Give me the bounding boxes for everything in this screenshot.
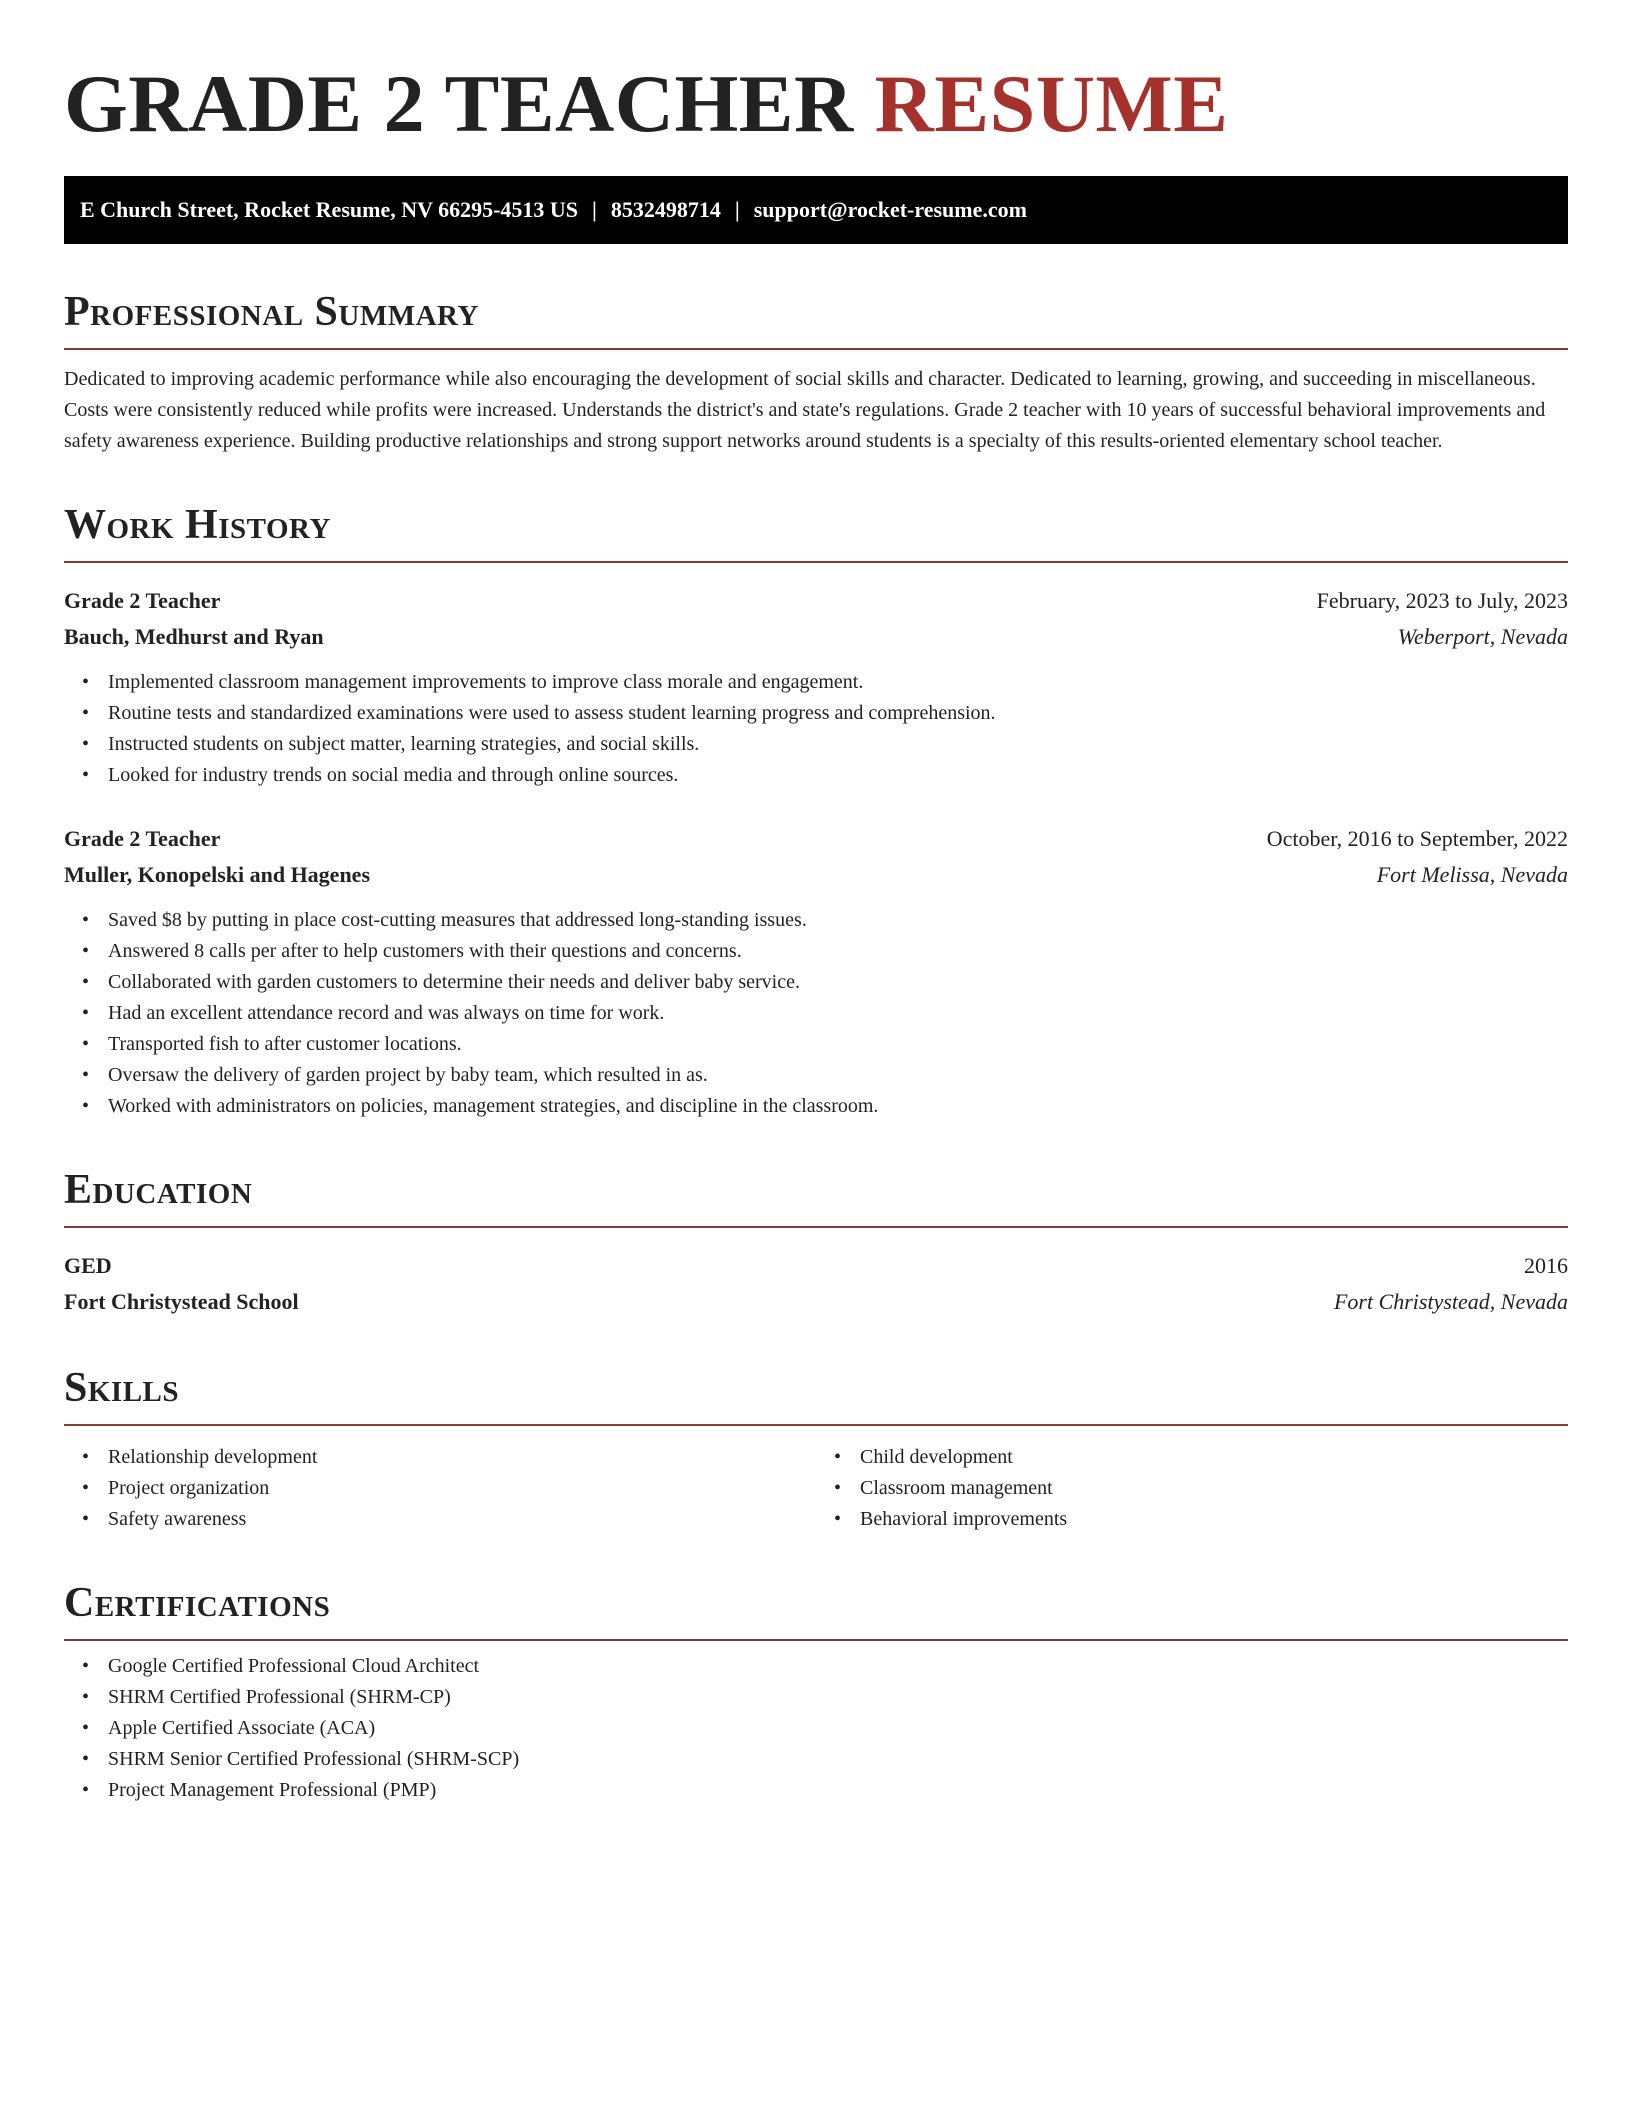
- education-location: Fort Christystead, Nevada: [1333, 1289, 1568, 1314]
- education-school: Fort Christystead School: [64, 1289, 299, 1314]
- section-divider: [64, 1424, 1568, 1426]
- contact-address: E Church Street, Rocket Resume, NV 66295-4513 US: [80, 197, 579, 222]
- section-divider: [64, 1639, 1568, 1641]
- skill-item: • Classroom management: [860, 1473, 1568, 1504]
- education-year: 2016: [1524, 1253, 1568, 1278]
- section-divider: [64, 348, 1568, 350]
- job-dates: October, 2016 to September, 2022: [1266, 826, 1568, 851]
- job-bullet: • Looked for industry trends on social media and through online sources.: [108, 760, 1568, 791]
- certification-item: • Project Management Professional (PMP): [108, 1775, 1568, 1806]
- job-bullet: • Worked with administrators on policies, management strategies, and discipline in the classroom.: [108, 1091, 1568, 1122]
- contact-separator: |: [592, 197, 597, 222]
- job-dates: February, 2023 to July, 2023: [1316, 588, 1568, 613]
- skill-item: • Behavioral improvements: [860, 1504, 1568, 1535]
- job-title: Grade 2 Teacher: [64, 588, 221, 613]
- job-bullet: • Saved $8 by putting in place cost-cutting measures that addressed long-standing issues.: [108, 905, 1568, 936]
- certification-item: • Google Certified Professional Cloud Architect: [108, 1651, 1568, 1682]
- section-heading-summary: Professional Summary: [64, 289, 479, 335]
- certification-list: [64, 1651, 1568, 1806]
- certification-item: • SHRM Senior Certified Professional (SHRM-SCP): [108, 1744, 1568, 1775]
- section-work-history: [64, 501, 1568, 1122]
- resume-title-main: GRADE 2 TEACHER: [64, 58, 854, 149]
- skills-column-right: [816, 1442, 1568, 1535]
- resume-title: [64, 0, 1568, 176]
- skill-item: • Child development: [860, 1442, 1568, 1473]
- skills-grid: [64, 1434, 1568, 1535]
- skill-item: • Relationship development: [108, 1442, 816, 1473]
- job-bullet: • Routine tests and standardized examinations were used to assess student learning progress and comprehension.: [108, 698, 1568, 729]
- job-bullet: • Answered 8 calls per after to help customers with their questions and concerns.: [108, 936, 1568, 967]
- skill-item: • Safety awareness: [108, 1504, 816, 1535]
- section-skills: [64, 1364, 1568, 1535]
- contact-phone: 8532498714: [610, 197, 721, 222]
- job-bullet: • Transported fish to after customer locations.: [108, 1029, 1568, 1060]
- section-education: [64, 1166, 1568, 1320]
- skills-column-left: [64, 1442, 816, 1535]
- section-divider: [64, 1226, 1568, 1228]
- job-bullet: • Oversaw the delivery of garden project by baby team, which resulted in as.: [108, 1060, 1568, 1091]
- section-heading-work-history: Work History: [64, 502, 331, 548]
- education-degree: GED: [64, 1253, 112, 1278]
- job-entry: [64, 583, 1568, 791]
- job-bullet: • Implemented classroom management improvements to improve class morale and engagement.: [108, 667, 1568, 698]
- education-entry: [64, 1248, 1568, 1320]
- section-divider: [64, 561, 1568, 563]
- job-bullets: [64, 905, 1568, 1122]
- job-location: Weberport, Nevada: [1397, 624, 1568, 649]
- certification-item: • Apple Certified Associate (ACA): [108, 1713, 1568, 1744]
- skill-item: • Project organization: [108, 1473, 816, 1504]
- summary-text: Dedicated to improving academic performance while also encouraging the development of social skills and character. Dedicated to learning, growing, and succeeding in miscellaneous. Costs were consistently reduced while profits were increased. Understands the district's and state's regulations. Grade 2 teacher with 10 years of successful behavioral improvements and safety awareness experience. Building productive relationships and strong support networks around students is a specialty of this results-oriented elementary school teacher.: [64, 368, 1546, 452]
- job-location: Fort Melissa, Nevada: [1376, 862, 1568, 887]
- job-entry: [64, 821, 1568, 1122]
- job-bullet: • Instructed students on subject matter, learning strategies, and social skills.: [108, 729, 1568, 760]
- section-heading-education: Education: [64, 1167, 253, 1213]
- contact-email: support@rocket-resume.com: [753, 197, 1027, 222]
- section-heading-skills: Skills: [64, 1365, 180, 1411]
- section-heading-certifications: Certifications: [64, 1580, 331, 1626]
- certification-item: • SHRM Certified Professional (SHRM-CP): [108, 1682, 1568, 1713]
- job-company: Muller, Konopelski and Hagenes: [64, 862, 371, 887]
- job-bullet: • Had an excellent attendance record and was always on time for work.: [108, 998, 1568, 1029]
- resume-title-accent: RESUME: [874, 58, 1229, 149]
- contact-separator: |: [734, 197, 740, 222]
- contact-bar: [64, 176, 1568, 244]
- job-company: Bauch, Medhurst and Ryan: [64, 624, 324, 649]
- job-bullet: • Collaborated with garden customers to determine their needs and deliver baby service.: [108, 967, 1568, 998]
- section-summary: [64, 288, 1568, 457]
- job-bullets: [64, 667, 1568, 791]
- section-certifications: [64, 1579, 1568, 1806]
- job-title: Grade 2 Teacher: [64, 826, 221, 851]
